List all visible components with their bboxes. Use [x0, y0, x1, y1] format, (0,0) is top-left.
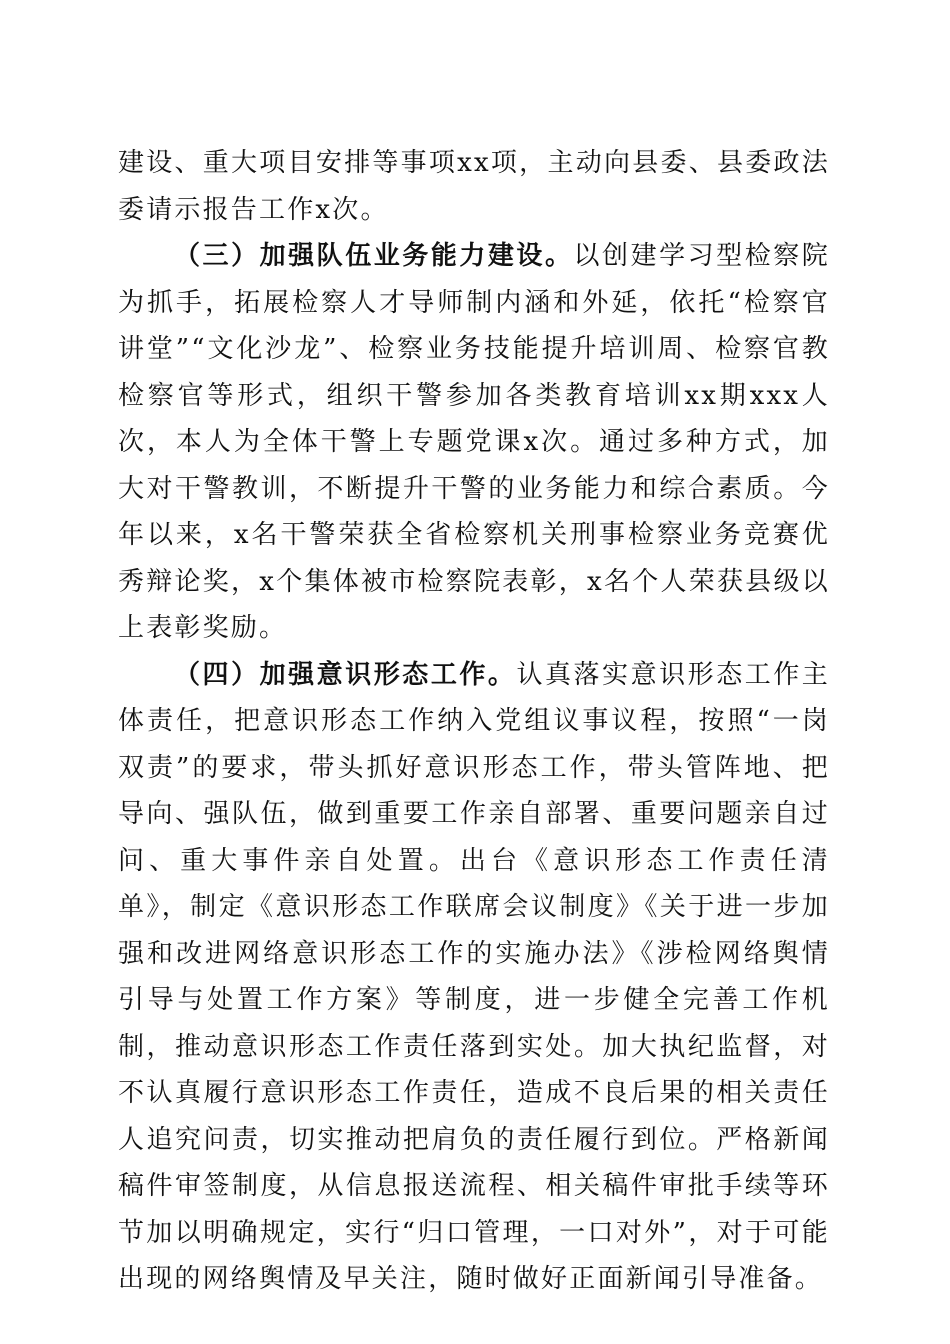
paragraph-text: 认真落实意识形态工作主体责任，把意识形态工作纳入党组议事议程，按照“一岗双责”的要求，带头抓好意识形态工作，带头管阵地、把导向、强队伍，做到重要工作亲自部署、重要问题亲自过问、重大事件亲自处置。出台《意识形态工作责任清单》，制定《意识形态工作联席会议制度》《关于进一步加强和改进网络意识形态工作的实施办法》《涉检网络舆情引导与处置工作方案》等制度，进一步健全完善工作机制，推动意识形态工作责任落到实处。加大执纪监督，对不认真履行意识形态工作责任，造成不良后果的相关责任人追究问责，切实推动把肩负的责任履行到位。严格新闻稿件审签制度，从信息报送流程、相关稿件审批手续等环节加以明确规定，实行“归口管理，一口对外”，对于可能出现的网络舆情及早关注，随时做好正面新闻引导准备。: [118, 659, 830, 1294]
section-heading-three: （三）加强队伍业务能力建设。: [174, 241, 574, 271]
section-heading-four: （四）加强意识形态工作。: [174, 659, 517, 690]
paragraph-text: 以创建学习型检察院为抓手，拓展检察人才导师制内涵和外延，依托“检察官讲堂”“文化沙龙”、检察业务技能提升培训周、检察官教检察官等形式，组织干警参加各类教育培训xx期xxx人次，本人为全体干警上专题党课x次。通过多种方式，加大对干警教训，不断提升干警的业务能力和综合素质。今年以来，x名干警荣获全省检察机关刑事检察业务竞赛优秀辩论奖，x个集体被市检察院表彰，x名个人荣获县级以上表彰奖励。: [118, 241, 830, 643]
paragraph-text: 建设、重大项目安排等事项xx项，主动向县委、县委政法委请示报告工作x次。: [118, 148, 830, 225]
paragraph-team-capability: [118, 233, 830, 652]
paragraph-ideology-work: [118, 652, 830, 1303]
document-body: [118, 140, 830, 1303]
paragraph-continuation: [118, 140, 830, 233]
